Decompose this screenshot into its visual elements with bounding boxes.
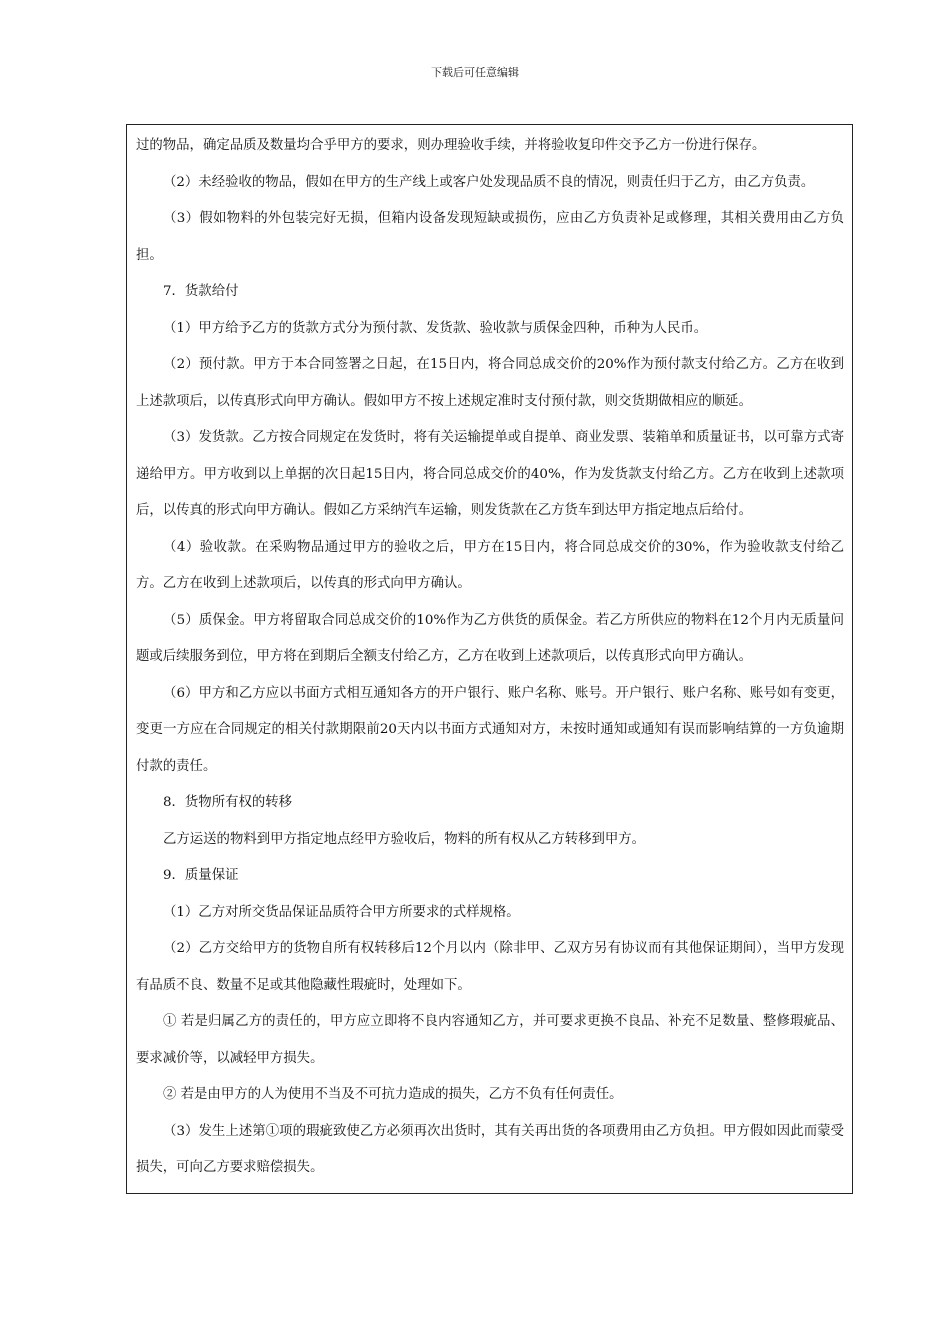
paragraph-packaging-damage: （3）假如物料的外包装完好无损，但箱内设备发现短缺或损伤，应由乙方负责补足或修理，其相关费用由乙方负担。 (136, 211, 844, 263)
paragraph-quality-spec: （1）乙方对所交货品保证品质符合甲方所要求的式样规格。 (163, 904, 520, 920)
paragraph-reshipment-costs: （3）发生上述第①项的瑕疵致使乙方必须再次出货时，其有关再出货的各项费用由乙方负担。甲方假如因此而蒙受损失，可向乙方要求赔偿损失。 (136, 1123, 844, 1175)
paragraph-warranty-deposit: （5）质保金。甲方将留取合同总成交价的10%作为乙方供货的质保金。若乙方所供应的物料在12个月内无质量问题或后续服务到位，甲方将在到期后全额支付给乙方，乙方在收到上述款项后，以传真形式向甲方确认。 (136, 612, 844, 664)
paragraph-payment-methods: （1）甲方给予乙方的货款方式分为预付款、发货款、验收款与质保金四种，币种为人民币。 (163, 320, 708, 336)
paragraph-buyer-misuse: ② 若是由甲方的人为使用不当及不可抗力造成的损失，乙方不负有任何责任。 (163, 1087, 623, 1102)
paragraph-ownership-transfer: 乙方运送的物料到甲方指定地点经甲方验收后，物料的所有权从乙方转移到甲方。 (163, 831, 646, 847)
paragraph-bank-account-notice: （6）甲方和乙方应以书面方式相互通知各方的开户银行、账户名称、账号。开户银行、账户名称、账号如有变更，变更一方应在合同规定的相关付款期限前20天内以书面方式通知对方，未按时通知或通知有误而影响结算的一方负逾期付款的责任。 (136, 685, 844, 774)
section-heading-payment: 7．货款给付 (163, 284, 239, 299)
paragraph-advance-payment: （2）预付款。甲方于本合同签署之日起，在15日内，将合同总成交价的20%作为预付款支付给乙方。乙方在收到上述款项后，以传真形式向甲方确认。假如甲方不按上述规定准时支付预付款，则交货期做相应的顺延。 (136, 357, 844, 409)
paragraph-supplier-liability: ① 若是归属乙方的责任的，甲方应立即将不良内容通知乙方，并可要求更换不良品、补充不足数量、整修瑕疵品、要求减价等，以减轻甲方损失。 (136, 1014, 844, 1066)
paragraph-delivery-payment: （3）发货款。乙方按合同规定在发货时，将有关运输提单或自提单、商业发票、装箱单和质量证书，以可靠方式寄递给甲方。甲方收到以上单据的次日起15日内，将合同总成交价的40%，作为发货款支付给乙方。乙方在收到上述款项后，以传真的形式向甲方确认。假如乙方采纳汽车运输，则发货款在乙方货车到达甲方指定地点后给付。 (136, 430, 844, 518)
paragraph-uninspected-items: （2）未经验收的物品，假如在甲方的生产线上或客户处发现品质不良的情况，则责任归于乙方，由乙方负责。 (163, 174, 815, 190)
section-heading-quality-guarantee: 9．质量保证 (163, 868, 239, 883)
paragraph-warranty-period: （2）乙方交给甲方的货物自所有权转移后12个月以内（除非甲、乙双方另有协议而有其他保证期间），当甲方发现有品质不良、数量不足或其他隐藏性瑕疵时，处理如下。 (136, 941, 844, 993)
paragraph-acceptance-payment: （4）验收款。在采购物品通过甲方的验收之后，甲方在15日内，将合同总成交价的30%，作为验收款支付给乙方。乙方在收到上述款项后，以传真的形式向甲方确认。 (136, 539, 844, 591)
section-heading-ownership-transfer: 8．货物所有权的转移 (163, 795, 293, 810)
contract-text-box (126, 124, 853, 1194)
page-header: 下载后可任意编辑 (431, 66, 519, 79)
paragraph-inspection-continued: 过的物品，确定品质及数量均合乎甲方的要求，则办理验收手续，并将验收复印件交予乙方一份进行保存。 (136, 138, 766, 153)
